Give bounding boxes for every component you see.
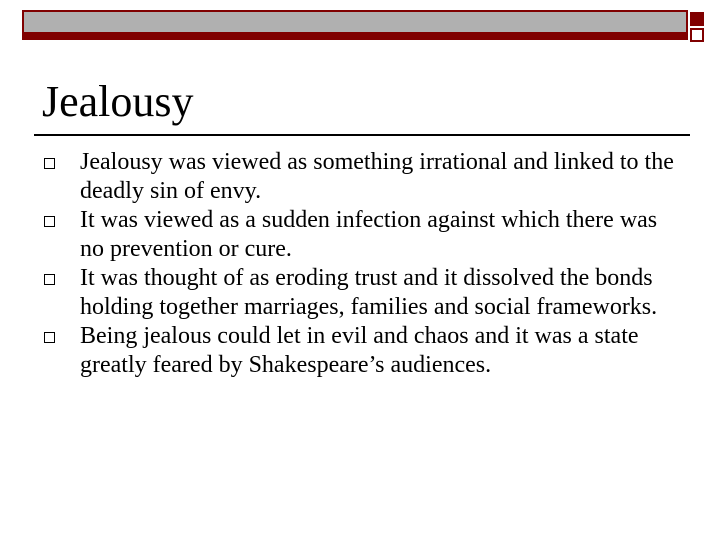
title-underline [34,134,690,136]
corner-square-outline [690,28,704,42]
hollow-square-icon [44,216,55,227]
bullet-text: Jealousy was viewed as something irrational and linked to the deadly sin of envy. [80,149,674,204]
corner-square-filled [690,12,704,26]
list-item [44,264,684,322]
list-item [44,206,684,264]
hollow-square-icon [44,332,55,343]
header-band-stripe [24,32,686,40]
list-item [44,322,684,380]
bullet-list [44,148,684,380]
list-item [44,148,684,206]
bullet-text: It was thought of as eroding trust and it dissolved the bonds holding together marriages, families and social frameworks. [80,265,658,320]
bullet-text: Being jealous could let in evil and chaos and it was a state greatly feared by Shakespeare’s audiences. [80,323,639,378]
slide-title: Jealousy [42,77,194,126]
header-band [22,10,688,40]
hollow-square-icon [44,274,55,285]
hollow-square-icon [44,158,55,169]
bullet-text: It was viewed as a sudden infection against which there was no prevention or cure. [80,207,658,262]
